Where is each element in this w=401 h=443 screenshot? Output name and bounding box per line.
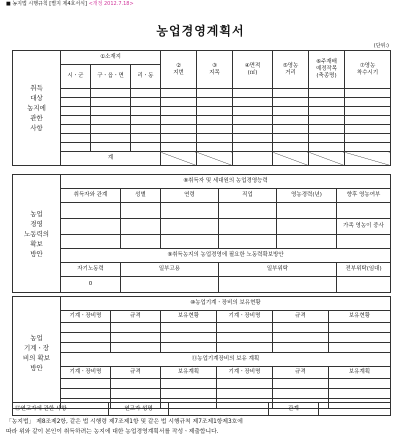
legal-notice-line-1: 「농지법」 제8조제2항, 같은 법 시행령 제7조제1항 및 같은 법 시행규칙 제7조제1항제3호에 (6, 419, 243, 425)
relation-header: 취득자와 관계 (61, 189, 121, 203)
plan-spec-header: 규격 (111, 367, 161, 379)
village-header: 리ㆍ동 (131, 65, 161, 89)
legal-notice (6, 417, 394, 437)
relative-table (12, 402, 391, 416)
relation-field[interactable] (319, 403, 391, 416)
land-cell[interactable] (61, 89, 91, 98)
machinery-plan-title: ⑪농업기계장비의 보유 계획 (61, 353, 391, 367)
area-header: ④면적 (㎡) (233, 51, 273, 89)
relative-name-field[interactable] (169, 403, 269, 416)
future-farming-header: 향후 영농여부 (337, 189, 391, 203)
amendment-date: <개정 2012.7.18> (88, 1, 134, 7)
legal-notice-line-2: 따라 위와 같이 본인이 취득하려는 농지에 대한 농업경영계획서를 작성ㆍ제출합니다. (6, 429, 219, 435)
farming-distance-header: ⑤영농 거리 (273, 51, 309, 89)
total-label: 계 (61, 152, 161, 166)
main-crop-header: ⑥주재배 예정작목 (축종명) (309, 51, 345, 89)
sex-header: 성별 (121, 189, 161, 203)
own-status-header-2: 보유현황 (329, 311, 391, 323)
relative-name-label: 연고자 성명 (109, 403, 169, 416)
own-spec-header: 규격 (111, 311, 161, 323)
job-header: 직업 (219, 189, 277, 203)
own-status-header: 보유현황 (161, 311, 217, 323)
machinery-section-label: 농업 기계ㆍ장 비의 확보 방안 (13, 297, 61, 409)
labor-plan-table (12, 174, 391, 293)
form-header-prefix: ■ 농지법 시행규칙 [별지 제4호서식] (6, 1, 87, 7)
family-ability-title: ⑧취득자 및 세대원의 농업경영능력 (61, 175, 391, 189)
target-land-section-label: 취득 대상 농지에 관한 사항 (13, 51, 61, 166)
partial-consign-header: 일부위탁 (219, 263, 337, 277)
target-land-table (12, 50, 391, 166)
farm-career-header: 영농경력(년) (277, 189, 337, 203)
own-machine-name-header: 기계ㆍ장비명 (61, 311, 111, 323)
relation-label: 관계 (269, 403, 319, 416)
labor-section-label: 농업 경영 노동력의 확보 방안 (13, 175, 61, 293)
form-title: 농업경영계획서 (156, 24, 245, 38)
self-labor-value[interactable]: 0 (61, 277, 121, 293)
age-header: 연령 (161, 189, 219, 203)
land-category-header: ③ 지목 (197, 51, 233, 89)
plan-machine-name-header: 기계ㆍ장비명 (61, 367, 111, 379)
lot-number-header: ② 지번 (161, 51, 197, 89)
plan-spec-header-2: 규격 (273, 367, 329, 379)
plan-machine-name-header-2: 기계ㆍ장비명 (217, 367, 273, 379)
total-area-cell[interactable] (233, 152, 273, 166)
own-spec-header-2: 규격 (273, 311, 329, 323)
plan-target-header: 보유계획 (161, 367, 217, 379)
partial-hire-header: 일부고용 (121, 263, 219, 277)
machinery-plan-table (12, 296, 391, 409)
relative-section-label: ⑫연고자에 관한 사항 (13, 403, 109, 416)
district-town-header: 구ㆍ읍ㆍ면 (91, 65, 131, 89)
self-labor-header: 자기노동력 (61, 263, 121, 277)
unit-label: (단위:) (373, 43, 389, 49)
city-county-header: 시ㆍ군 (61, 65, 91, 89)
family-note-cell[interactable]: 가족 영농이 중사 (337, 219, 391, 235)
form-header (6, 1, 134, 8)
own-machine-name-header-2: 기계ㆍ장비명 (217, 311, 273, 323)
plan-target-header-2: 보유계획 (329, 367, 391, 379)
total-diagonal-cell (161, 152, 197, 166)
location-header: ①소재지 (61, 51, 161, 65)
start-time-header: ⑦영농 착수시기 (345, 51, 391, 89)
labor-method-title: ⑨취득농지의 농업경영에 필요한 노동력확보방안 (61, 249, 391, 263)
machinery-own-title: ⑩농업기계ㆍ장비의 보유현황 (61, 297, 391, 311)
full-consign-header: 전부위탁(임대) (337, 263, 391, 277)
